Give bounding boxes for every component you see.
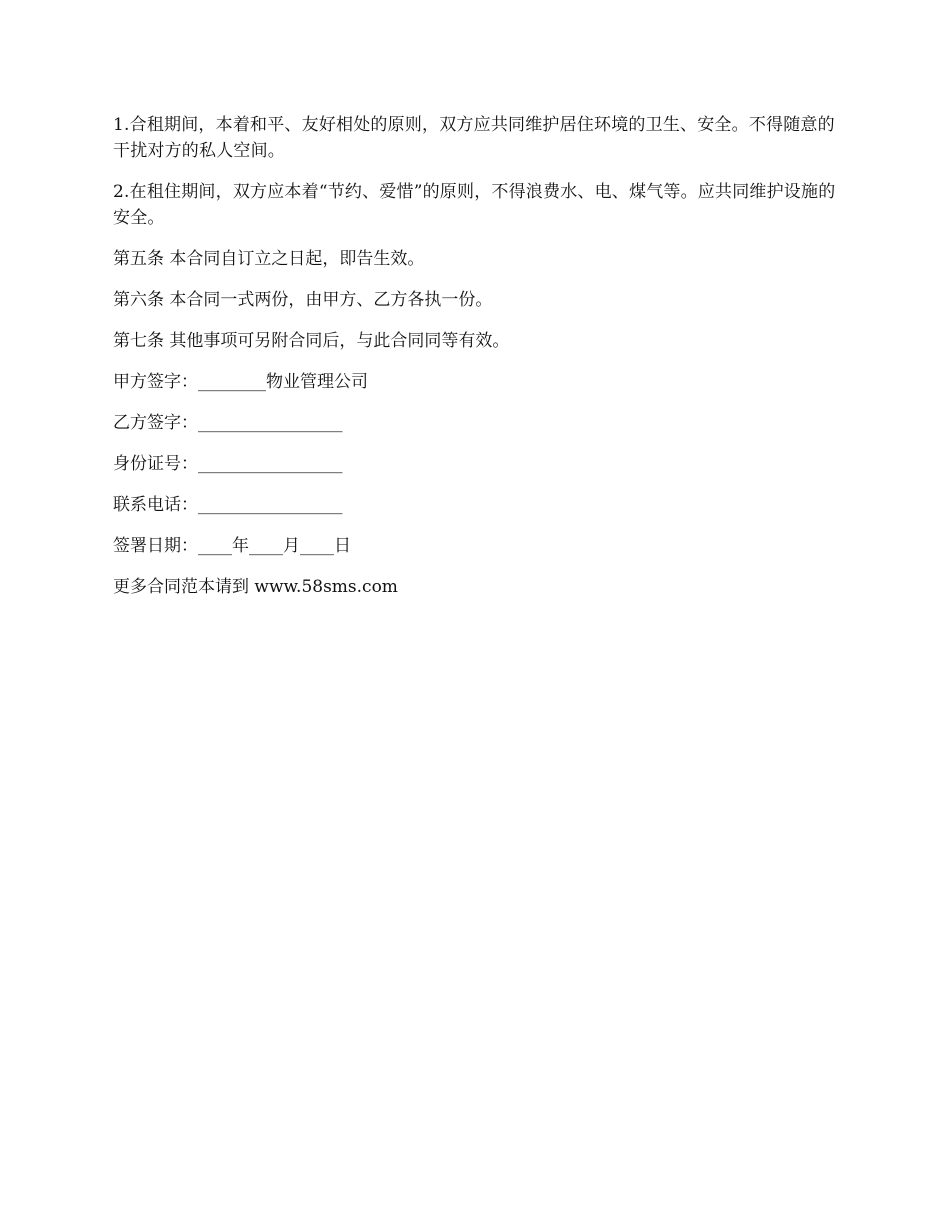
signing-date-line: 签署日期：____年____月____日	[113, 536, 351, 556]
clause-1-paragraph: 1.合租期间，本着和平、友好相处的原则，双方应共同维护居住环境的卫生、安全。不得随意的干扰对方的私人空间。	[113, 115, 835, 161]
footer-note: 更多合同范本请到 www.58sms.com	[113, 577, 398, 597]
article-7-paragraph: 第七条 其他事项可另附合同后，与此合同同等有效。	[113, 331, 510, 351]
party-b-signature-line: 乙方签字：_________________	[113, 413, 343, 433]
article-6-paragraph: 第六条 本合同一式两份，由甲方、乙方各执一份。	[113, 290, 493, 310]
phone-line: 联系电话：_________________	[113, 495, 343, 515]
article-5-paragraph: 第五条 本合同自订立之日起，即告生效。	[113, 249, 425, 269]
party-a-signature-line: 甲方签字：________物业管理公司	[113, 372, 368, 392]
document-body	[113, 112, 837, 615]
clause-2-paragraph: 2.在租住期间，双方应本着“节约、爱惜”的原则，不得浪费水、电、煤气等。应共同维护设施的安全。	[113, 182, 836, 228]
id-number-line: 身份证号：_________________	[113, 454, 343, 474]
